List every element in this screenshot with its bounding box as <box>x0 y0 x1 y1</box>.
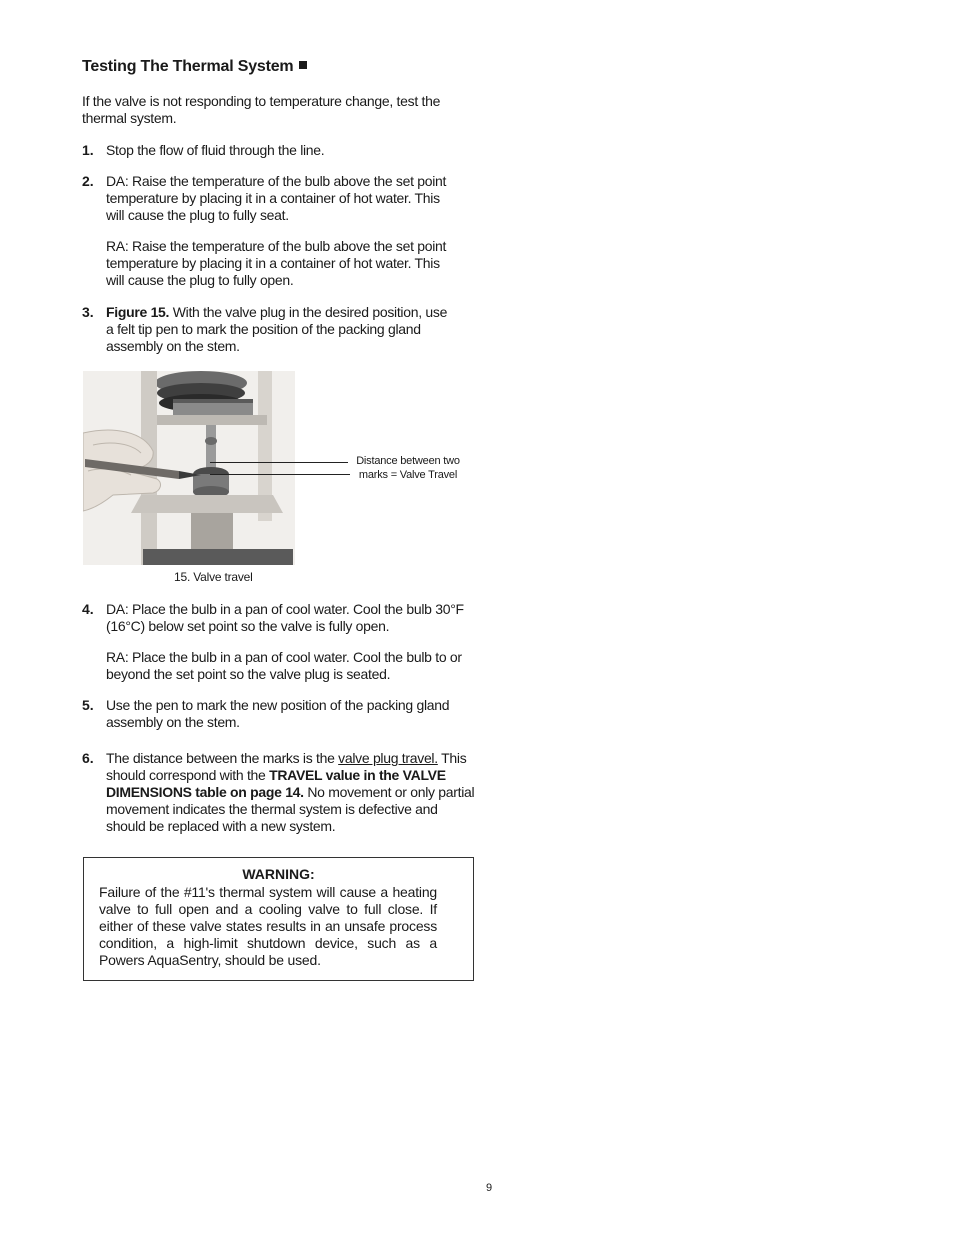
figure-callout: Distance between two marks = Valve Travel <box>356 455 460 481</box>
figure-caption: 15. Valve travel <box>174 570 253 584</box>
page-number: 9 <box>486 1182 493 1194</box>
valve-plug-travel-term: valve plug travel. <box>338 750 438 766</box>
warning-title: WARNING: <box>242 866 315 882</box>
step-6-text <box>106 750 476 835</box>
step-6-post: No movement or only partial movement indicates the thermal system is defective and should be replaced with a new system. <box>106 784 475 834</box>
step-number: 4. <box>82 601 94 617</box>
step-3-text <box>106 304 456 355</box>
callout-line-bottom <box>210 474 350 475</box>
step-2-ra-text: RA: Raise the temperature of the bulb above the set point temperature by placing it in a container of hot water. This will cause the plug to fully open. <box>106 238 447 288</box>
valve-photo-illustration <box>83 371 295 565</box>
callout-line-top <box>210 462 348 463</box>
step-2-da-text: DA: Raise the temperature of the bulb above the set point temperature by placing it in a container of hot water. This will cause the plug to fully seat. <box>106 173 447 223</box>
step-4-da-text: DA: Place the bulb in a pan of cool water. Cool the bulb 30°F (16°C) below set point so the valve is fully open. <box>106 601 464 634</box>
step-6-pre: The distance between the marks is the <box>106 750 339 766</box>
travel-table-reference: TRAVEL value in the VALVE DIMENSIONS table on page 14. <box>106 767 446 800</box>
square-bullet-icon <box>299 61 307 69</box>
step-number: 6. <box>82 750 94 766</box>
valve-travel-photo <box>83 371 295 565</box>
step-number: 5. <box>82 697 94 713</box>
step-number: 3. <box>82 304 94 320</box>
warning-body: Failure of the #11's thermal system will cause a heating valve to full open and a cooling valve to full close. If either of these valve states results in an unsafe process condition, a high-limit shutdown device, such as a Powers AquaSentry, should be used. <box>99 884 437 968</box>
step-number: 1. <box>82 142 94 158</box>
step-5-text: Use the pen to mark the new position of the packing gland assembly on the stem. <box>106 697 450 730</box>
step-number: 2. <box>82 173 94 189</box>
step-6-mid: This should correspond with the <box>106 750 467 783</box>
step-1-text: Stop the flow of fluid through the line. <box>106 142 325 158</box>
warning-box <box>83 857 474 981</box>
step-4-ra-text: RA: Place the bulb in a pan of cool water. Cool the bulb to or beyond the set point so the valve plug is seated. <box>106 649 462 682</box>
section-title: Testing The Thermal System <box>82 58 307 76</box>
figure-reference: Figure 15. <box>106 304 170 320</box>
intro-paragraph: If the valve is not responding to temperature change, test the thermal system. <box>82 93 441 126</box>
step-3-body: With the valve plug in the desired position, use a felt tip pen to mark the position of the packing gland assembly on the stem. <box>106 304 448 354</box>
